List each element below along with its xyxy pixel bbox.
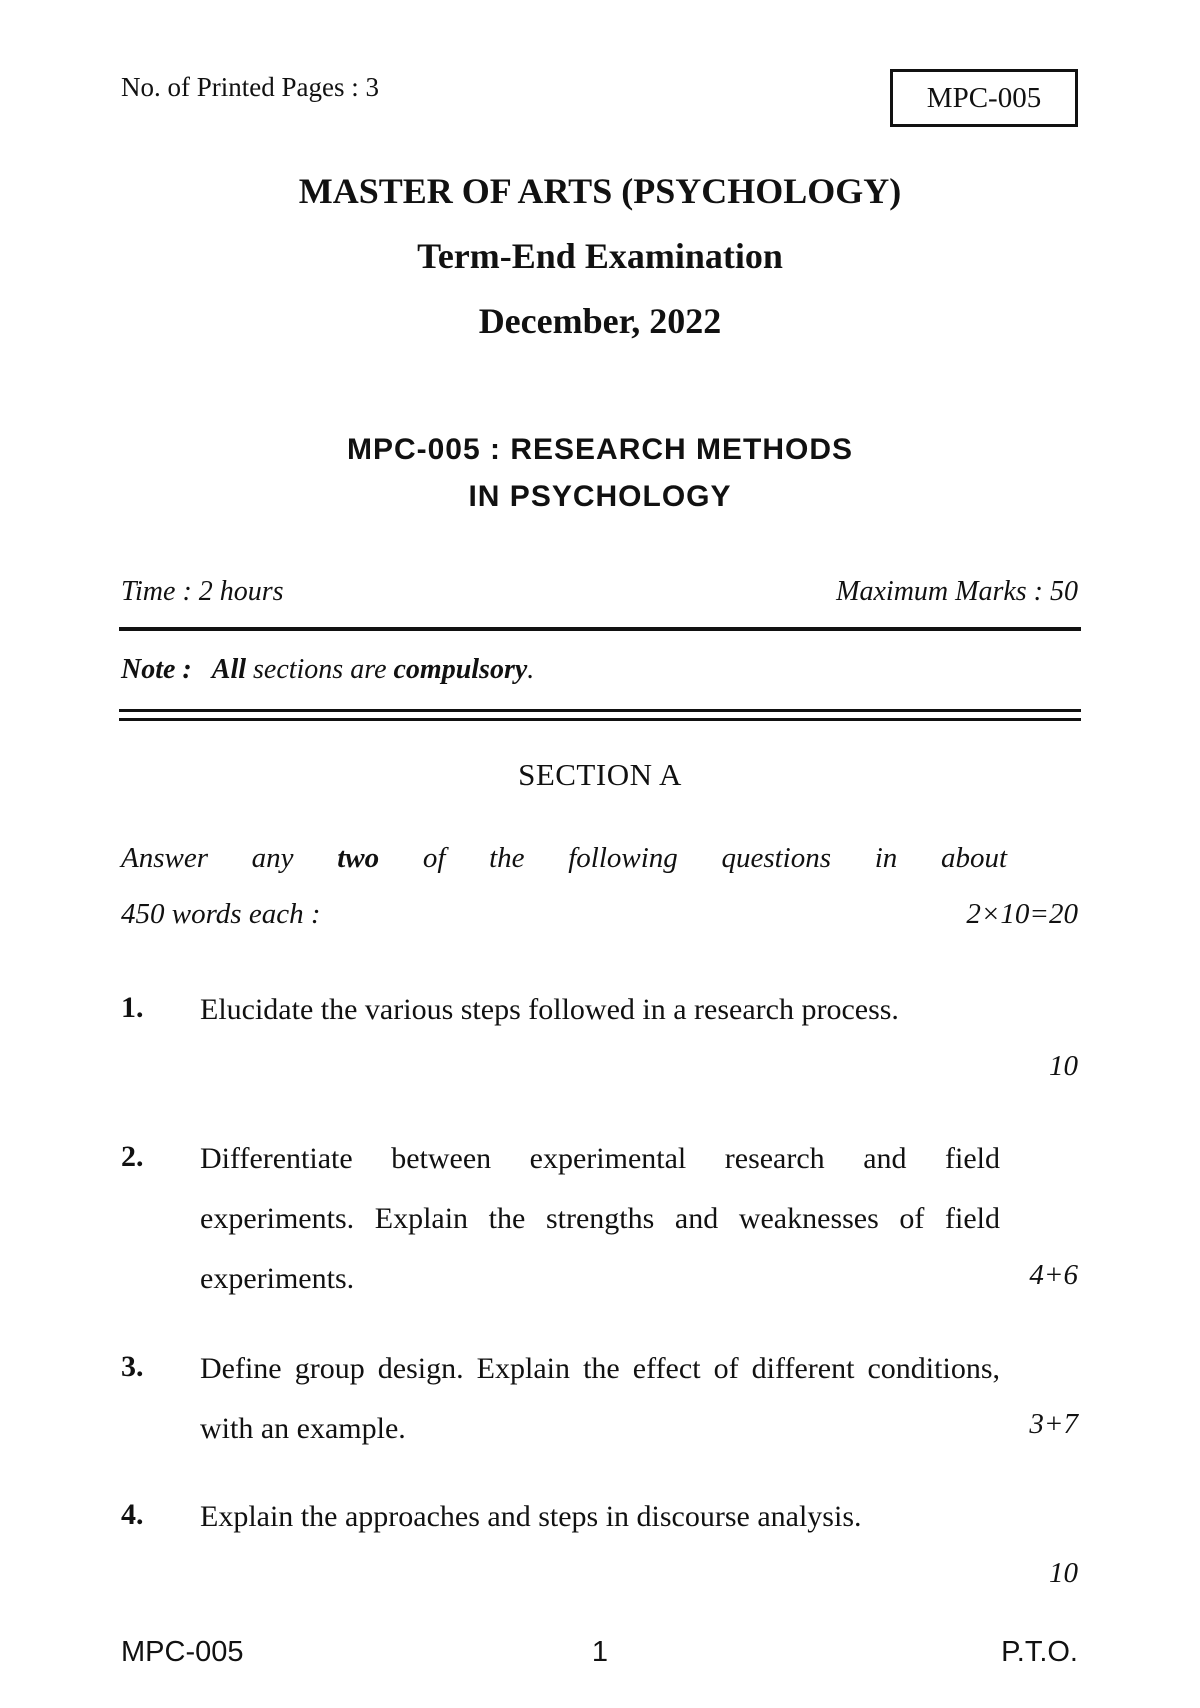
question-text: Explain the approaches and steps in discourse analysis. [200,1500,862,1533]
question-text: Differentiate between experimental research and field experiments. Explain the strengths and weaknesses of field experiments. [200,1142,1000,1295]
instruction-bold: two [337,842,380,874]
footer-course-code: MPC-005 [121,1636,244,1668]
question-number: 4. [121,1498,144,1531]
question-marks: 3+7 [1029,1408,1078,1440]
instruction-part-1: Answer any [121,842,338,874]
question-marks: 10 [1049,1050,1078,1082]
question-marks: 10 [1049,1557,1078,1589]
course-title-line-2: IN PSYCHOLOGY [468,480,732,513]
double-rule-bottom [119,718,1081,721]
question-text: Define group design. Explain the effect of different conditions, with an example. [200,1352,1000,1445]
instruction-part-2: of the following questions in about [379,842,1007,874]
note-label: Note : [121,654,192,685]
printed-pages-count: No. of Printed Pages : 3 [121,72,379,102]
programme-title: MASTER OF ARTS (PSYCHOLOGY) [298,171,902,211]
note-compulsory: compulsory [393,654,528,685]
note-all: All [211,654,246,685]
note-end: . [527,654,535,685]
exam-date: December, 2022 [478,301,722,341]
divider-rule [119,627,1081,631]
please-turn-over: P.T.O. [1001,1636,1078,1668]
exam-title: Term-End Examination [417,236,783,276]
double-rule-top [119,709,1081,712]
section-heading: SECTION A [518,757,682,792]
course-code-box: MPC-005 [890,69,1078,127]
maximum-marks: Maximum Marks : 50 [836,576,1078,607]
question-number: 3. [121,1350,144,1383]
section-instruction [121,840,1007,876]
exam-time: Time : 2 hours [121,576,284,607]
question-text: Elucidate the various steps followed in a research process. [200,993,899,1026]
exam-note [121,654,534,686]
note-middle: sections are [246,654,394,685]
section-instruction-line-2: 450 words each : [121,898,321,930]
course-title-line-1: MPC-005 : RESEARCH METHODS [346,433,854,466]
page-number: 1 [591,1636,609,1668]
question-number: 2. [121,1140,144,1173]
section-marks: 2×10=20 [966,898,1078,930]
question-marks: 4+6 [1029,1259,1078,1291]
question-number: 1. [121,991,144,1024]
